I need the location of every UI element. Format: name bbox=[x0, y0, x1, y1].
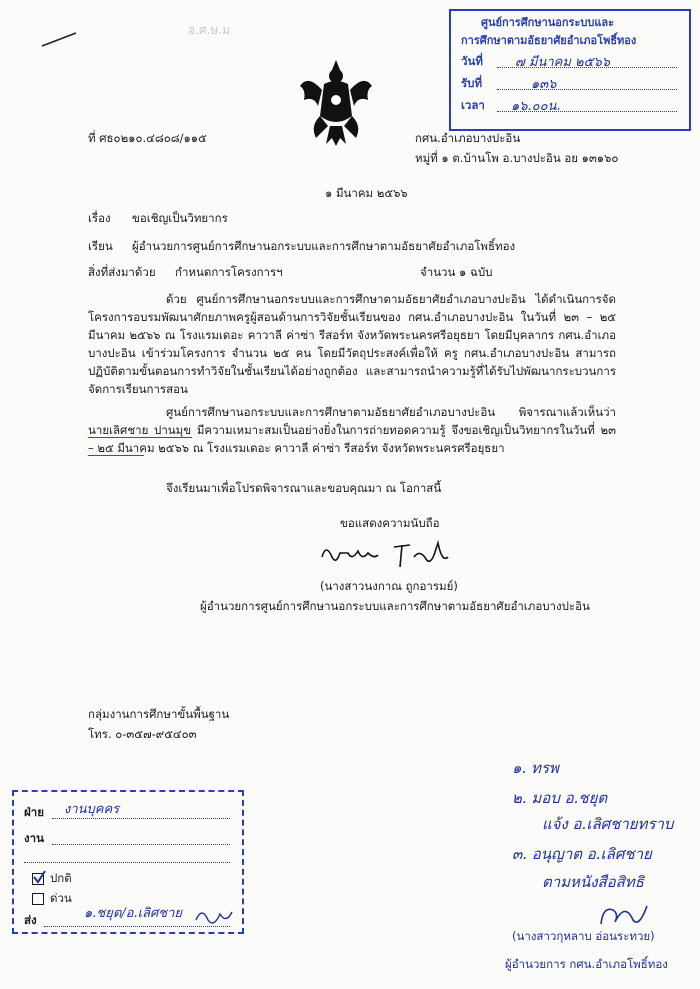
normal-checkbox bbox=[32, 873, 44, 885]
director-signature bbox=[595, 898, 655, 932]
director-position: ผู้อำนวยการ กศน.อำเภอโพธิ์ทอง bbox=[505, 957, 668, 971]
note-line-5: ตามหนังสือสิทธิ bbox=[542, 873, 644, 891]
signer-position: ผู้อำนวยการศูนย์การศึกษานอกระบบและการศึกษาตามอัธยาศัยอำเภอบางปะอิน bbox=[200, 599, 590, 613]
regards-text: ขอแสดงความนับถือ bbox=[340, 516, 440, 530]
urgent-checkbox bbox=[32, 893, 44, 905]
red-underline-mark bbox=[88, 437, 192, 438]
note-line-2: ๒. มอบ อ.ชยุต bbox=[512, 789, 608, 807]
note-line-1: ๑. ทรพ bbox=[512, 759, 559, 777]
receipt-stamp bbox=[449, 9, 691, 131]
signer-name: (นางสาวนงกาณ ถูกอารมย์) bbox=[320, 579, 458, 593]
doc-number: ที่ ศธ๐๒๑๐.๔๘๐๘/๑๑๕ bbox=[88, 131, 207, 145]
to-text: ผู้อำนวยการศูนย์การศึกษานอกระบบและการศึกษาตามอัธยาศัยอำเภอโพธิ์ทอง bbox=[132, 239, 516, 253]
enclosure-text: กำหนดการโครงการฯ bbox=[175, 265, 283, 279]
to-label: เรียน bbox=[88, 239, 113, 253]
body-paragraph-2: ศูนย์การศึกษานอกระบบและการศึกษาตามอัธยาศัยอำเภอบางปะอิน พิจารณาแล้วเห็นว่า นายเลิศชาย ปานมุข มีความเหมาะสมเป็นอย่างยิ่งในการถ่ายทอดความรู้ จึงขอเชิญเป็นวิทยากรในวันที่ ๒๓ – ๒๕ มีนาคม ๒๕๖๖ ณ โรงแรมเดอะ คาวาลี ค่าซ่า รีสอร์ท จังหวัดพระนครศรีอยุธยา bbox=[88, 405, 616, 455]
body-paragraph-1: ด้วย ศูนย์การศึกษานอกระบบและการศึกษาตามอัธยาศัยอำเภอบางปะอิน ได้ดำเนินการจัดโครงการอบรมพัฒนาศักยภาพครูผู้สอนด้านการวิจัยชั้นเรียนของ กศน.อำเภอบางปะอิน ในวันที่ ๒๓ – ๒๕ มีนาคม ๒๕๖๖ ณ โรงแรมเดอะ คาวาลี ค่าซ่า รีสอร์ท จังหวัดพระนครศรีอยุธยา โดยมีบุคลากร กศน.อำเภอบางปะอิน เข้าร่วมโครงการ จำนวน ๒๕ คน โดยมีวัตถุประสงค์เพื่อให้ ครู กศน.อำเภอบางปะอิน สามารถปฏิบัติตามขั้นตอนการทำวิจัยในชั้นเรียนได้อย่างถูกต้อง และสามารถนำความรู้ที่ได้รับไปพัฒนากระบวนการจัดการเรียนการสอน bbox=[88, 292, 616, 396]
subject-label: เรื่อง bbox=[88, 211, 111, 225]
phone: โทร. ๐-๓๕๗-๙๕๔๐๓ bbox=[88, 727, 197, 741]
routing-urgent-option bbox=[32, 890, 72, 906]
pen-stroke-mark bbox=[40, 30, 80, 50]
sender-line1: กศน.อำเภอบางปะอิน bbox=[415, 131, 521, 145]
urgent-label: ด่วน bbox=[50, 891, 72, 905]
document-date: ๑ มีนาคม ๒๕๖๖ bbox=[325, 186, 408, 200]
garuda-emblem bbox=[296, 56, 376, 148]
routing-work-label: งาน bbox=[24, 831, 44, 845]
routing-initials bbox=[192, 900, 240, 930]
signature bbox=[318, 535, 468, 575]
routing-dept-value: งานบุคคร bbox=[64, 802, 120, 817]
department: กลุ่มงานการศึกษาขั้นพื้นฐาน bbox=[88, 707, 230, 721]
sender-line2: หมู่ที่ ๑ ต.บ้านโพ อ.บางปะอิน อย ๑๓๑๖๐ bbox=[415, 151, 619, 165]
stamp-date-label: วันที่ bbox=[461, 54, 483, 68]
note-line-3: แจ้ง อ.เลิศชายทราบ bbox=[542, 815, 674, 833]
normal-label: ปกติ bbox=[50, 871, 72, 885]
stamp-org-line1: ศูนย์การศึกษานอกระบบและ bbox=[481, 16, 615, 29]
stamp-date-value: ๗ มีนาคม ๒๕๖๖ bbox=[515, 55, 610, 70]
routing-send-label: ส่ง bbox=[24, 913, 37, 927]
stamp-org-line2: การศึกษาตามอัธยาศัยอำเภอโพธิ์ทอง bbox=[461, 34, 637, 47]
closing-text: จึงเรียนมาเพื่อโปรดพิจารณาและขอบคุณมา ณ โอกาสนี้ bbox=[166, 481, 442, 495]
director-name: (นางสาวกุหลาบ อ่อนระทวย) bbox=[512, 929, 655, 943]
subject-text: ขอเชิญเป็นวิทยากร bbox=[132, 211, 228, 225]
stamp-recv-value: ๑๓๖ bbox=[531, 77, 557, 92]
routing-dept-label: ฝ่าย bbox=[24, 805, 44, 819]
stamp-time-label: เวลา bbox=[461, 98, 485, 112]
enclosure-count: จำนวน ๑ ฉบับ bbox=[420, 265, 493, 279]
faint-stamp-text: อ.ศ.ษ.ม bbox=[188, 23, 231, 37]
routing-normal-option bbox=[32, 870, 72, 886]
red-underline-mark-2 bbox=[88, 455, 144, 456]
stamp-time-value: ๑๖.๐๐น. bbox=[511, 99, 561, 114]
routing-send-value: ๑.ชยุต/อ.เลิศชาย bbox=[84, 906, 182, 921]
stamp-recv-label: รับที่ bbox=[461, 76, 483, 90]
enclosure-label: สิ่งที่ส่งมาด้วย bbox=[88, 265, 156, 279]
note-line-4: ๓. อนุญาต อ.เลิศชาย bbox=[512, 845, 652, 863]
